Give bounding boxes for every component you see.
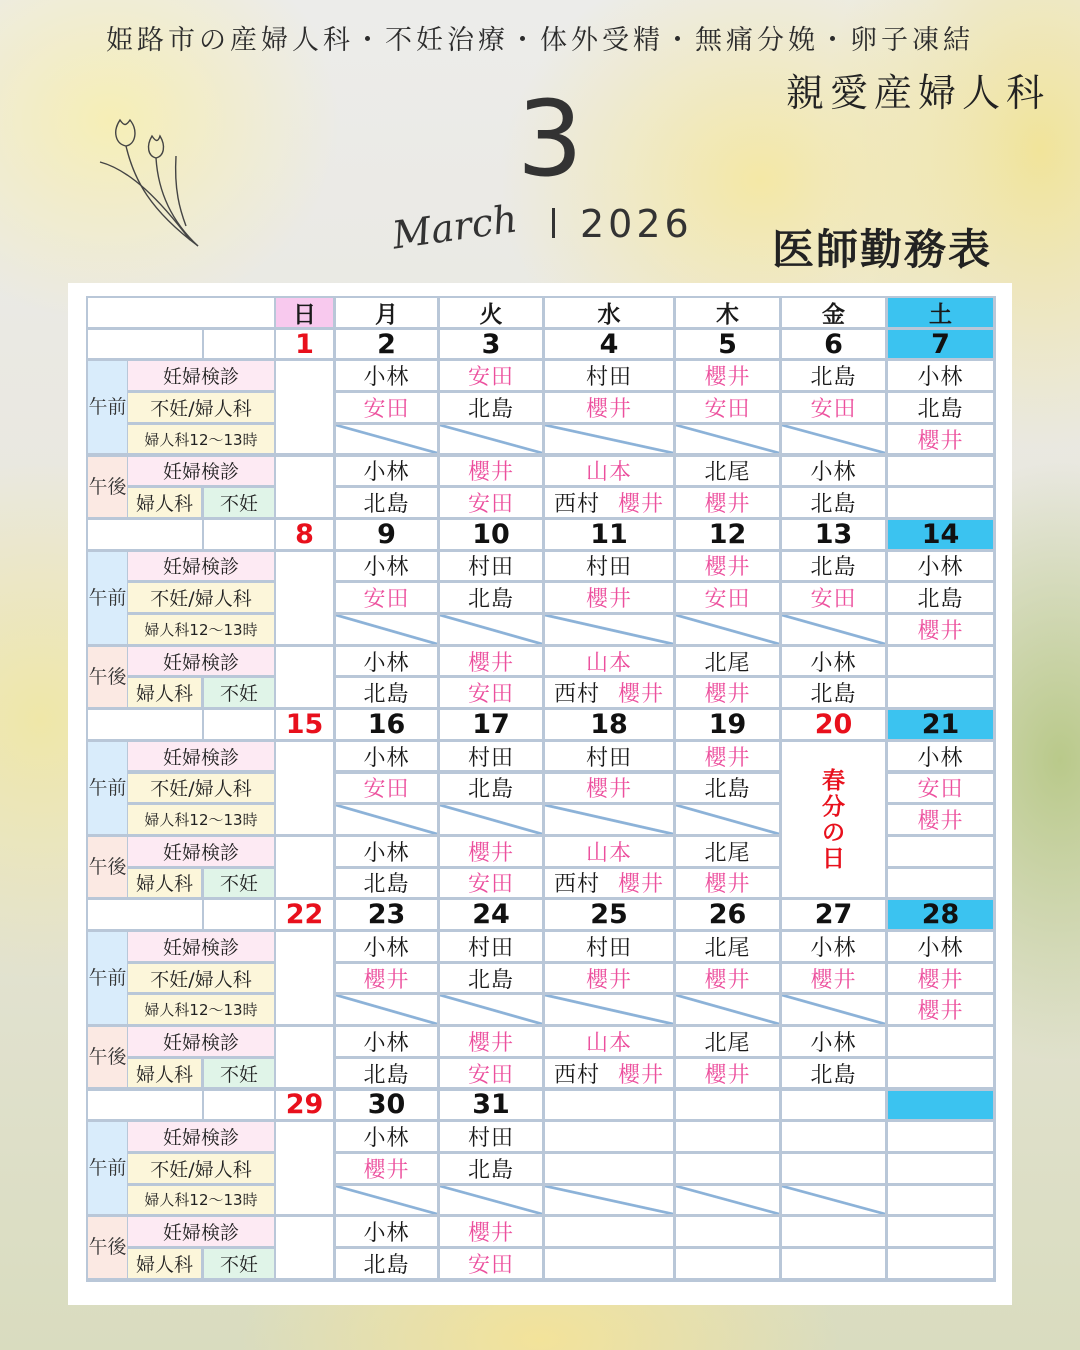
empty-slot-cell	[336, 425, 437, 454]
date-cell: 11	[545, 520, 673, 549]
gyn-label: 婦人科	[128, 869, 201, 898]
doctor-cell: 小林	[888, 552, 993, 581]
doctor-cell: 櫻井	[888, 805, 993, 834]
doctor-cell: 安田	[336, 393, 437, 422]
doctor-cell	[676, 1249, 779, 1278]
empty-slot-cell	[440, 805, 542, 834]
empty-slot-cell	[440, 1186, 542, 1215]
gyn-noon-label: 婦人科12～13時	[128, 425, 274, 454]
sunday-pm-cell	[276, 1217, 333, 1277]
date-cell: 30	[336, 1091, 437, 1120]
date-cell: 10	[440, 520, 542, 549]
date-cell: 4	[545, 330, 673, 359]
date-cell: 14	[888, 520, 993, 549]
doctor-cell: 安田	[676, 583, 779, 612]
empty-slot-cell	[336, 805, 437, 834]
date-cell: 3	[440, 330, 542, 359]
date-cell: 1	[276, 330, 333, 359]
date-row-spacer	[88, 900, 202, 929]
holiday-char: 春	[822, 767, 845, 794]
doctor-cell: 北島	[676, 774, 779, 803]
date-cell: 27	[782, 900, 885, 929]
doctor-cell: 北尾	[676, 932, 779, 961]
doctor-cell: 安田	[440, 488, 542, 517]
doctor-cell: 小林	[336, 837, 437, 866]
doctor-cell	[888, 678, 993, 707]
doctor-cell: 北島	[782, 1059, 885, 1088]
doctor-cell: 櫻井	[676, 488, 779, 517]
doctor-cell: 北島	[336, 1249, 437, 1278]
am-label: 午前	[88, 1122, 127, 1214]
doctor-cell	[888, 1249, 993, 1278]
doctor-cell	[888, 1217, 993, 1246]
pm-label: 午後	[88, 1027, 127, 1087]
empty-slot-cell	[336, 995, 437, 1024]
weekday-header: 木	[676, 298, 779, 327]
prenatal-label: 妊婦検診	[128, 1217, 274, 1246]
pm-label: 午後	[88, 457, 127, 517]
prenatal-label: 妊婦検診	[128, 742, 274, 771]
doctor-cell: 北島	[440, 583, 542, 612]
weekday-header: 土	[888, 298, 993, 327]
fertility-label: 不妊	[204, 678, 274, 707]
date-cell: 22	[276, 900, 333, 929]
gyn-noon-label: 婦人科12～13時	[128, 805, 274, 834]
doctor-cell: 安田	[440, 869, 542, 898]
prenatal-label: 妊婦検診	[128, 457, 274, 486]
doctor-cell: 櫻井	[888, 964, 993, 993]
empty-slot-cell	[676, 1186, 779, 1215]
doctor-cell	[676, 1154, 779, 1183]
doctor-cell	[545, 1249, 673, 1278]
doctor-cell: 小林	[782, 647, 885, 676]
doctor-pair-cell	[545, 678, 673, 707]
doctor-cell	[888, 647, 993, 676]
date-cell: 2	[336, 330, 437, 359]
prenatal-label: 妊婦検診	[128, 552, 274, 581]
doctor-cell	[782, 1122, 885, 1151]
weekday-header: 日	[276, 298, 333, 327]
doctor-cell: 小林	[336, 1027, 437, 1056]
date-cell	[545, 1091, 673, 1120]
empty-slot-cell	[676, 805, 779, 834]
doctor-cell: 北島	[782, 488, 885, 517]
empty-slot-cell	[545, 425, 673, 454]
doctor-cell	[782, 1154, 885, 1183]
empty-slot-cell	[440, 425, 542, 454]
doctor-cell: 北島	[440, 393, 542, 422]
doctor-cell: 山本	[545, 1027, 673, 1056]
sunday-pm-cell	[276, 1027, 333, 1087]
date-cell	[888, 1091, 993, 1120]
date-row-spacer	[204, 330, 274, 359]
doctor-cell: 櫻井	[545, 583, 673, 612]
doctor-cell: 山本	[545, 647, 673, 676]
doctor-cell: 北尾	[676, 837, 779, 866]
holiday-char: の	[822, 819, 845, 846]
empty-slot-cell	[336, 615, 437, 644]
empty-slot-cell	[545, 1186, 673, 1215]
doctor-cell	[888, 869, 993, 898]
doctor-cell: 櫻井	[676, 869, 779, 898]
am-label: 午前	[88, 361, 127, 453]
doctor-cell: 小林	[782, 457, 885, 486]
corner-cell	[88, 298, 274, 327]
doctor-cell: 北島	[782, 552, 885, 581]
doctor-cell: 小林	[888, 361, 993, 390]
prenatal-label: 妊婦検診	[128, 1122, 274, 1151]
empty-slot-cell	[676, 425, 779, 454]
doctor-cell: 小林	[782, 1027, 885, 1056]
doctor-cell: 村田	[545, 552, 673, 581]
doctor-cell: 小林	[336, 552, 437, 581]
doctor-cell: 櫻井	[676, 1059, 779, 1088]
doctor-cell: 安田	[440, 1249, 542, 1278]
gyn-noon-label: 婦人科12～13時	[128, 1186, 274, 1215]
prenatal-label: 妊婦検診	[128, 361, 274, 390]
doctor-cell: 北島	[336, 869, 437, 898]
doctor-cell: 櫻井	[440, 457, 542, 486]
doctor-cell: 北尾	[676, 647, 779, 676]
doctor-cell: 小林	[336, 1122, 437, 1151]
empty-slot-cell	[545, 615, 673, 644]
doctor-cell: 櫻井	[676, 552, 779, 581]
holiday-char: 日	[822, 845, 845, 872]
date-row-spacer	[88, 1091, 202, 1120]
sunday-pm-cell	[276, 837, 333, 897]
date-cell: 23	[336, 900, 437, 929]
doctor-cell: 櫻井	[676, 361, 779, 390]
doctor-cell: 安田	[440, 1059, 542, 1088]
doctor-cell: 安田	[336, 774, 437, 803]
doctor-cell: 櫻井	[440, 1217, 542, 1246]
gyn-label: 婦人科	[128, 1059, 201, 1088]
pm-label: 午後	[88, 837, 127, 897]
doctor-cell: 村田	[440, 742, 542, 771]
doctor-name: 西村	[553, 492, 600, 517]
prenatal-label: 妊婦検診	[128, 932, 274, 961]
doctor-cell: 安田	[782, 583, 885, 612]
schedule-table	[86, 296, 996, 1282]
doctor-cell: 櫻井	[440, 1027, 542, 1056]
date-cell: 25	[545, 900, 673, 929]
fertility-gyn-label: 不妊/婦人科	[128, 583, 274, 612]
empty-slot-cell	[676, 995, 779, 1024]
date-cell: 8	[276, 520, 333, 549]
am-label: 午前	[88, 932, 127, 1024]
doctor-name: 西村	[553, 872, 600, 898]
prenatal-label: 妊婦検診	[128, 1027, 274, 1056]
doctor-cell: 櫻井	[440, 647, 542, 676]
doctor-cell	[888, 1059, 993, 1088]
date-cell: 5	[676, 330, 779, 359]
doctor-cell: 北島	[336, 678, 437, 707]
doctor-cell	[545, 1122, 673, 1151]
doctor-cell: 櫻井	[336, 964, 437, 993]
date-cell: 6	[782, 330, 885, 359]
fertility-gyn-label: 不妊/婦人科	[128, 774, 274, 803]
doctor-cell: 村田	[545, 361, 673, 390]
doctor-cell	[888, 1154, 993, 1183]
date-row-spacer	[204, 1091, 274, 1120]
fertility-gyn-label: 不妊/婦人科	[128, 1154, 274, 1183]
sunday-am-cell	[276, 1122, 333, 1214]
doctor-cell: 北島	[888, 393, 993, 422]
date-cell: 20	[782, 710, 885, 739]
fertility-gyn-label: 不妊/婦人科	[128, 393, 274, 422]
date-cell	[782, 1091, 885, 1120]
doctor-cell: 村田	[440, 1122, 542, 1151]
doctor-cell: 村田	[440, 552, 542, 581]
doctor-cell: 小林	[888, 932, 993, 961]
doctor-cell: 北島	[440, 1154, 542, 1183]
doctor-name: 櫻井	[617, 682, 664, 708]
gyn-label: 婦人科	[128, 488, 201, 517]
holiday-cell	[782, 742, 885, 898]
empty-slot-cell	[336, 1186, 437, 1215]
doctor-cell: 櫻井	[545, 964, 673, 993]
am-label: 午前	[88, 552, 127, 644]
doctor-cell: 櫻井	[440, 837, 542, 866]
prenatal-label: 妊婦検診	[128, 647, 274, 676]
doctor-cell: 櫻井	[888, 995, 993, 1024]
doctor-cell: 櫻井	[336, 1154, 437, 1183]
doctor-pair-cell	[545, 1059, 673, 1088]
tulip-illustration	[90, 100, 210, 250]
doctor-cell: 小林	[336, 457, 437, 486]
empty-slot-cell	[440, 995, 542, 1024]
date-cell: 19	[676, 710, 779, 739]
doctor-cell: 安田	[676, 393, 779, 422]
date-row-spacer	[204, 520, 274, 549]
date-cell: 16	[336, 710, 437, 739]
doctor-cell: 櫻井	[545, 774, 673, 803]
doctor-cell: 小林	[336, 932, 437, 961]
doctor-cell: 村田	[545, 932, 673, 961]
empty-slot-cell	[545, 805, 673, 834]
doctor-cell: 北尾	[676, 1027, 779, 1056]
am-label: 午前	[88, 742, 127, 834]
empty-slot-cell	[782, 1186, 885, 1215]
doctor-name: 西村	[553, 1062, 600, 1088]
doctor-cell	[545, 1217, 673, 1246]
empty-slot-cell	[676, 615, 779, 644]
doctor-cell: 北尾	[676, 457, 779, 486]
doctor-pair-cell	[545, 869, 673, 898]
gyn-label: 婦人科	[128, 678, 201, 707]
date-row-spacer	[204, 710, 274, 739]
sunday-am-cell	[276, 932, 333, 1024]
date-cell: 15	[276, 710, 333, 739]
doctor-cell: 小林	[336, 742, 437, 771]
gyn-noon-label: 婦人科12～13時	[128, 995, 274, 1024]
date-cell: 18	[545, 710, 673, 739]
doctor-name: 櫻井	[617, 872, 664, 898]
empty-slot-cell	[782, 425, 885, 454]
doctor-cell	[676, 1122, 779, 1151]
doctor-cell: 北島	[336, 1059, 437, 1088]
doctor-name: 櫻井	[617, 1062, 664, 1088]
month-number: 3	[516, 78, 584, 200]
doctor-cell: 安田	[440, 361, 542, 390]
date-cell: 29	[276, 1091, 333, 1120]
empty-slot-cell	[545, 995, 673, 1024]
doctor-cell: 櫻井	[545, 393, 673, 422]
doctor-cell: 小林	[888, 742, 993, 771]
fertility-gyn-label: 不妊/婦人科	[128, 964, 274, 993]
doctor-cell: 山本	[545, 457, 673, 486]
holiday-char: 分	[822, 793, 845, 820]
fertility-label: 不妊	[204, 1249, 274, 1278]
doctor-cell: 北島	[440, 774, 542, 803]
sunday-am-cell	[276, 361, 333, 453]
doctor-cell: 安田	[336, 583, 437, 612]
pm-label: 午後	[88, 1217, 127, 1277]
gyn-noon-label: 婦人科12～13時	[128, 615, 274, 644]
doctor-cell: 村田	[440, 932, 542, 961]
sunday-pm-cell	[276, 647, 333, 707]
doctor-cell: 北島	[440, 964, 542, 993]
date-cell: 12	[676, 520, 779, 549]
prenatal-label: 妊婦検診	[128, 837, 274, 866]
doctor-cell: 北島	[336, 488, 437, 517]
date-cell: 31	[440, 1091, 542, 1120]
date-row-spacer	[88, 710, 202, 739]
doctor-cell	[888, 1027, 993, 1056]
doctor-cell	[888, 1122, 993, 1151]
doctor-cell	[782, 1249, 885, 1278]
date-row-spacer	[204, 900, 274, 929]
weekday-header: 金	[782, 298, 885, 327]
doctor-cell: 北島	[888, 583, 993, 612]
pm-label: 午後	[88, 647, 127, 707]
empty-slot-cell	[782, 995, 885, 1024]
doctor-cell	[545, 1154, 673, 1183]
sunday-am-cell	[276, 742, 333, 834]
sunday-am-cell	[276, 552, 333, 644]
empty-slot-cell	[782, 615, 885, 644]
schedule-title: 医師勤務表	[772, 225, 993, 274]
doctor-cell: 櫻井	[676, 742, 779, 771]
doctor-cell: 小林	[336, 361, 437, 390]
date-cell: 21	[888, 710, 993, 739]
doctor-cell	[782, 1217, 885, 1246]
doctor-cell: 櫻井	[676, 678, 779, 707]
clinic-name: 親愛産婦人科	[785, 71, 1050, 115]
date-cell: 17	[440, 710, 542, 739]
date-cell: 13	[782, 520, 885, 549]
empty-slot-cell	[440, 615, 542, 644]
fertility-label: 不妊	[204, 488, 274, 517]
date-cell: 28	[888, 900, 993, 929]
doctor-cell: 北島	[782, 361, 885, 390]
sunday-pm-cell	[276, 457, 333, 517]
doctor-pair-cell	[545, 488, 673, 517]
date-cell: 24	[440, 900, 542, 929]
doctor-cell: 櫻井	[676, 964, 779, 993]
doctor-cell: 小林	[336, 1217, 437, 1246]
date-cell	[676, 1091, 779, 1120]
weekday-header: 月	[336, 298, 437, 327]
doctor-cell: 小林	[782, 932, 885, 961]
doctor-cell: 櫻井	[888, 615, 993, 644]
weekday-header: 火	[440, 298, 542, 327]
doctor-cell: 安田	[782, 393, 885, 422]
doctor-cell: 櫻井	[782, 964, 885, 993]
doctor-cell	[676, 1217, 779, 1246]
gyn-label: 婦人科	[128, 1249, 201, 1278]
doctor-cell	[888, 837, 993, 866]
doctor-cell: 北島	[782, 678, 885, 707]
doctor-cell: 安田	[440, 678, 542, 707]
doctor-cell	[888, 1186, 993, 1215]
tagline: 姫路市の産婦人科・不妊治療・体外受精・無痛分娩・卵子凍結	[106, 25, 974, 56]
weekday-header: 水	[545, 298, 673, 327]
doctor-name: 西村	[553, 682, 600, 708]
doctor-cell: 村田	[545, 742, 673, 771]
date-row-spacer	[88, 520, 202, 549]
date-row-spacer	[88, 330, 202, 359]
doctor-cell	[888, 457, 993, 486]
fertility-label: 不妊	[204, 869, 274, 898]
doctor-cell: 小林	[336, 647, 437, 676]
doctor-cell: 山本	[545, 837, 673, 866]
date-cell: 7	[888, 330, 993, 359]
doctor-cell	[888, 488, 993, 517]
doctor-cell: 櫻井	[888, 425, 993, 454]
year: 2026	[580, 202, 693, 246]
date-cell: 26	[676, 900, 779, 929]
doctor-name: 櫻井	[617, 492, 664, 517]
doctor-cell: 安田	[888, 774, 993, 803]
fertility-label: 不妊	[204, 1059, 274, 1088]
divider-bar	[552, 208, 555, 238]
month-script: March	[389, 196, 520, 258]
date-cell: 9	[336, 520, 437, 549]
